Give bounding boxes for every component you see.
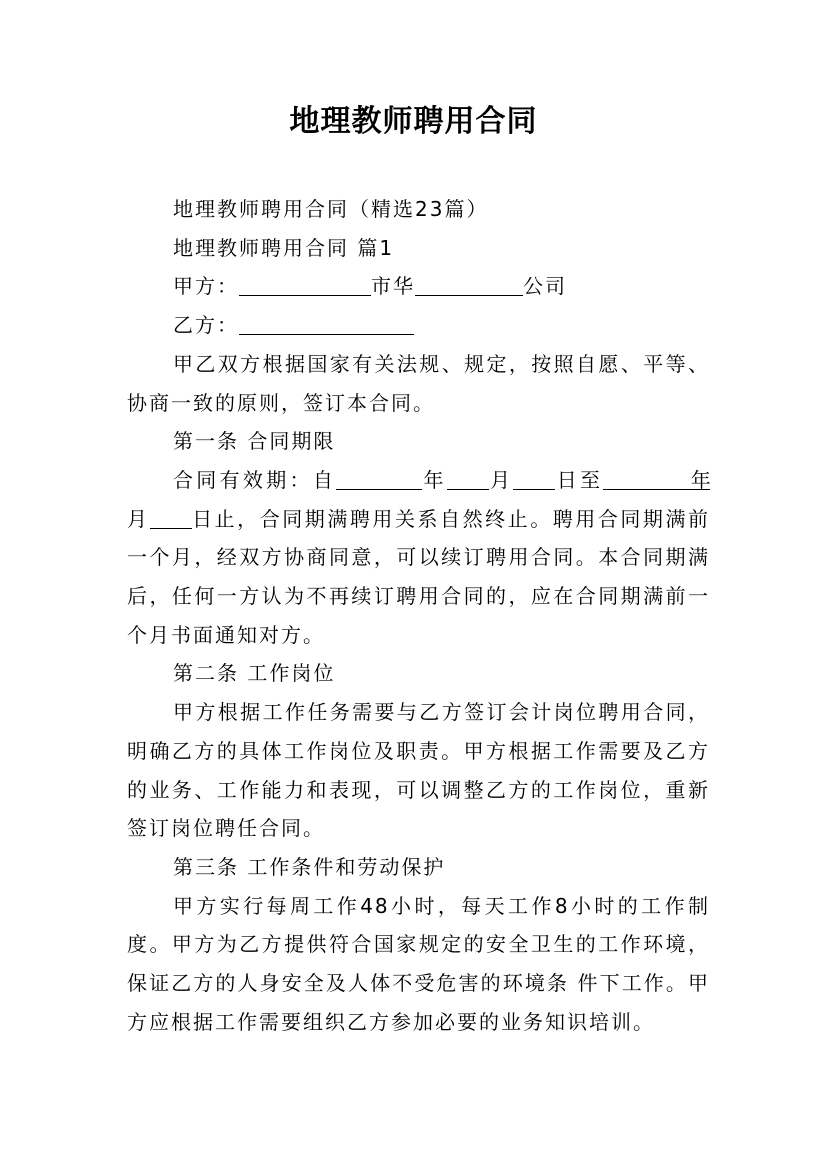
article3-heading: 第三条 工作条件和劳动保护	[173, 854, 446, 879]
party-b-label: 乙方：	[173, 313, 239, 338]
article2-heading: 第二条 工作岗位	[173, 661, 336, 686]
party-a-end: 公司	[523, 274, 567, 299]
article2-paragraph: 甲方根据工作任务需要与乙方签订会计岗位聘用合同，明确乙方的具体工作岗位及职责。甲方根据工作需要及乙方的业务、工作能力和表现，可以调整乙方的工作岗位，重新签订岗位聘任合同。	[127, 700, 710, 841]
day-to-label: 日至	[555, 467, 604, 492]
day-blank-1	[513, 469, 555, 490]
year-label-2: 年	[689, 467, 714, 492]
document-body	[127, 190, 714, 1041]
document-title: 地理教师聘用合同	[289, 104, 538, 139]
party-a-city-blank	[239, 275, 371, 296]
party-a-line	[127, 267, 710, 306]
party-b-blank	[239, 314, 414, 335]
party-a-label: 甲方：	[173, 274, 239, 299]
year-label-1: 年	[422, 467, 447, 492]
day-blank-2	[150, 508, 192, 529]
month-label-1: 月	[488, 467, 514, 492]
article3-paragraph: 甲方实行每周工作48小时，每天工作8小时的工作制度。甲方为乙方提供符合国家规定的安全卫生的工作环境，保证乙方的人身安全及人体不受危害的环境条 件下工作。甲方应根据工作需要组织乙方参加必要的业务知识培训。	[127, 893, 710, 1034]
party-a-mid: 市华	[371, 274, 415, 299]
month-blank-2	[668, 469, 710, 490]
article1-lead: 合同有效期：自	[173, 467, 337, 492]
part-heading: 地理教师聘用合同 篇1	[173, 235, 395, 260]
subtitle: 地理教师聘用合同（精选23篇）	[173, 197, 489, 221]
party-a-company-blank	[415, 275, 523, 296]
month-label-2: 月	[127, 506, 150, 531]
article1-paragraph	[127, 461, 714, 655]
article1-heading: 第一条 合同期限	[173, 429, 336, 454]
intro-paragraph: 甲乙双方根据国家有关法规、规定，按照自愿、平等、协商一致的原则，签订本合同。	[127, 351, 710, 415]
article1-rest: 日止，合同期满聘用关系自然终止。聘用合同期满前一个月，经双方协商同意，可以续订聘用合同。本合同期满后，任何一方认为不再续订聘用合同的，应在合同期满前一个月书面通知对方。	[127, 506, 711, 647]
party-b-line	[127, 306, 710, 345]
year-blank-1	[336, 469, 422, 490]
month-blank-1	[447, 469, 489, 490]
